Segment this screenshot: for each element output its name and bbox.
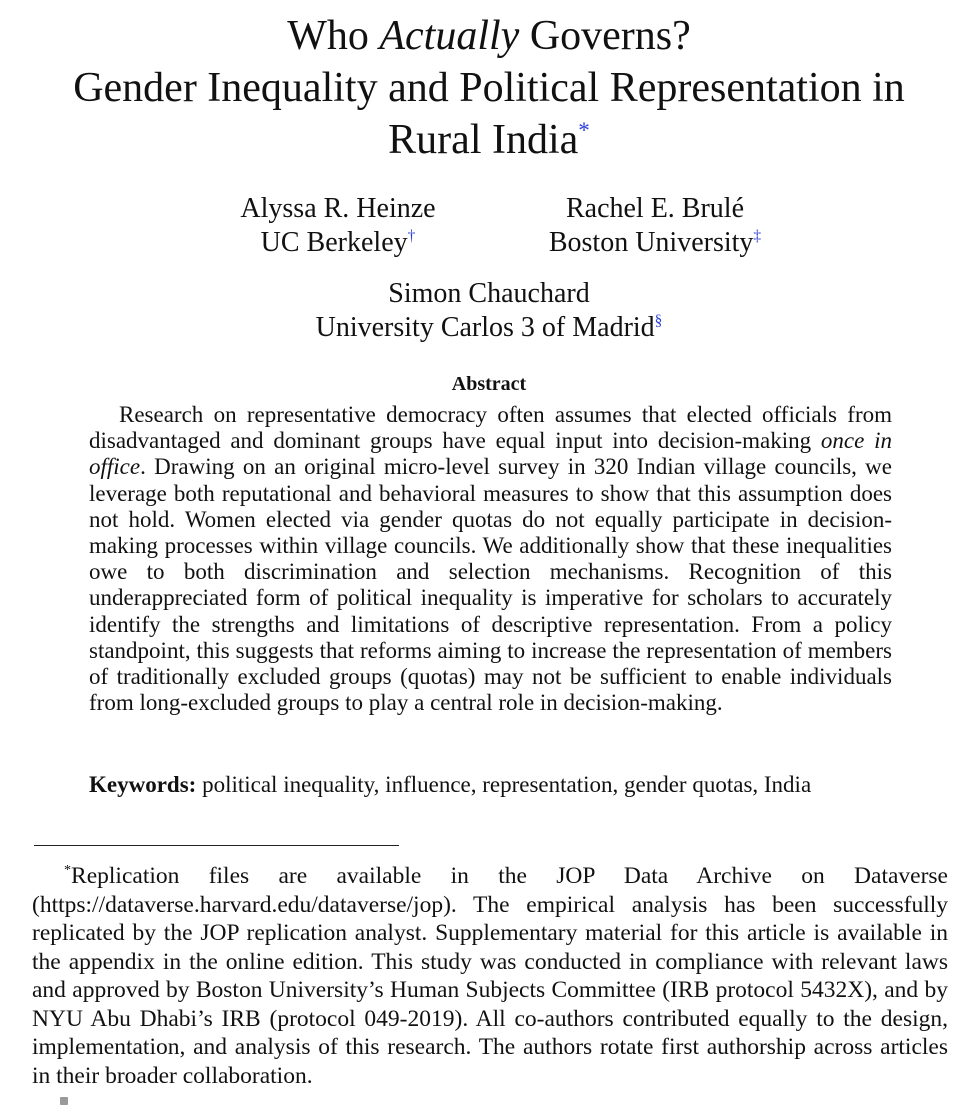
author-affiliation (0, 311, 978, 345)
author-brule (515, 192, 795, 260)
next-footnote-cutoff (60, 1093, 420, 1105)
title-text-after: Governs? (519, 13, 691, 59)
affiliation-footnote-marker[interactable]: ‡ (753, 227, 762, 245)
author-affiliation (218, 226, 458, 260)
affiliation-text: UC Berkeley (260, 227, 408, 258)
affiliation-footnote-marker[interactable]: † (407, 227, 416, 245)
author-heinze (218, 192, 458, 260)
affiliation-footnote-marker[interactable]: § (654, 312, 663, 330)
title-line-2: Gender Inequality and Political Representation in (73, 65, 905, 111)
title-line-3 (0, 114, 978, 166)
paper-title (0, 10, 978, 166)
author-name: Alyssa R. Heinze (240, 193, 436, 224)
footnote-text: Replication files are available in the JOP Data Archive on Dataverse (https://dataverse.harvard.edu/dataverse/jop). The empirical analysis has been successfully replicated by the JOP replication analyst. Supplementary material for this article is available in the appendix in the online edition. This study was conducted in compliance with relevant laws and approved by Boston University’s Human Subjects Committee (IRB protocol 5432X), and by NYU Abu Dhabi’s IRB (protocol 049-2019). All co-authors contributed equally to the design, implementation, and analysis of this research. The authors rotate first authorship across articles in their broader collaboration. (32, 863, 948, 1089)
abstract-heading: Abstract (451, 373, 527, 395)
title-text-before: Who (287, 13, 380, 59)
title-line-1 (0, 10, 978, 62)
affiliation-text: University Carlos 3 of Madrid (315, 312, 655, 343)
title-footnote-marker[interactable]: * (578, 117, 590, 143)
abstract-text-part-1: Research on representative democracy often assumes that elected officials from disadvantaged and dominant groups have equal input into decision-making (89, 402, 892, 454)
abstract-text (89, 402, 892, 716)
footnote-marker: * (64, 862, 72, 879)
footnote-replication (32, 862, 948, 1090)
keywords-label: Keywords: (89, 772, 197, 797)
abstract-text-part-2: . Drawing on an original micro-level survey in 320 Indian village councils, we leverage both reputational and behavioral measures to show that this assumption does not hold. Women elected via gender quotas do not equally participate in decision-making processes within village councils. We additionally show that these inequalities owe to both discrimination and selection mechanisms. Recognition of this underappreciated form of political inequality is imperative for scholars to accurately identify the strengths and limitations of descriptive representation. From a policy standpoint, this suggests that reforms aiming to increase the representation of members of traditionally excluded groups (quotas) may not be sufficient to enable individuals from long-excluded groups to play a central role in decision-making. (89, 454, 892, 716)
keywords-text: political inequality, influence, representation, gender quotas, India (202, 772, 812, 797)
title-line-3-text: Rural India (388, 117, 579, 163)
author-block (0, 192, 978, 272)
keywords (89, 772, 892, 798)
affiliation-text: Boston University (548, 227, 754, 258)
footnote-divider (34, 845, 399, 846)
author-name: Simon Chauchard (388, 278, 590, 309)
author-name: Rachel E. Brulé (565, 193, 745, 224)
author-affiliation (515, 226, 795, 260)
author-chauchard (0, 277, 978, 345)
abstract-emphasis: once in office (89, 428, 892, 480)
title-emphasis: Actually (379, 13, 520, 59)
